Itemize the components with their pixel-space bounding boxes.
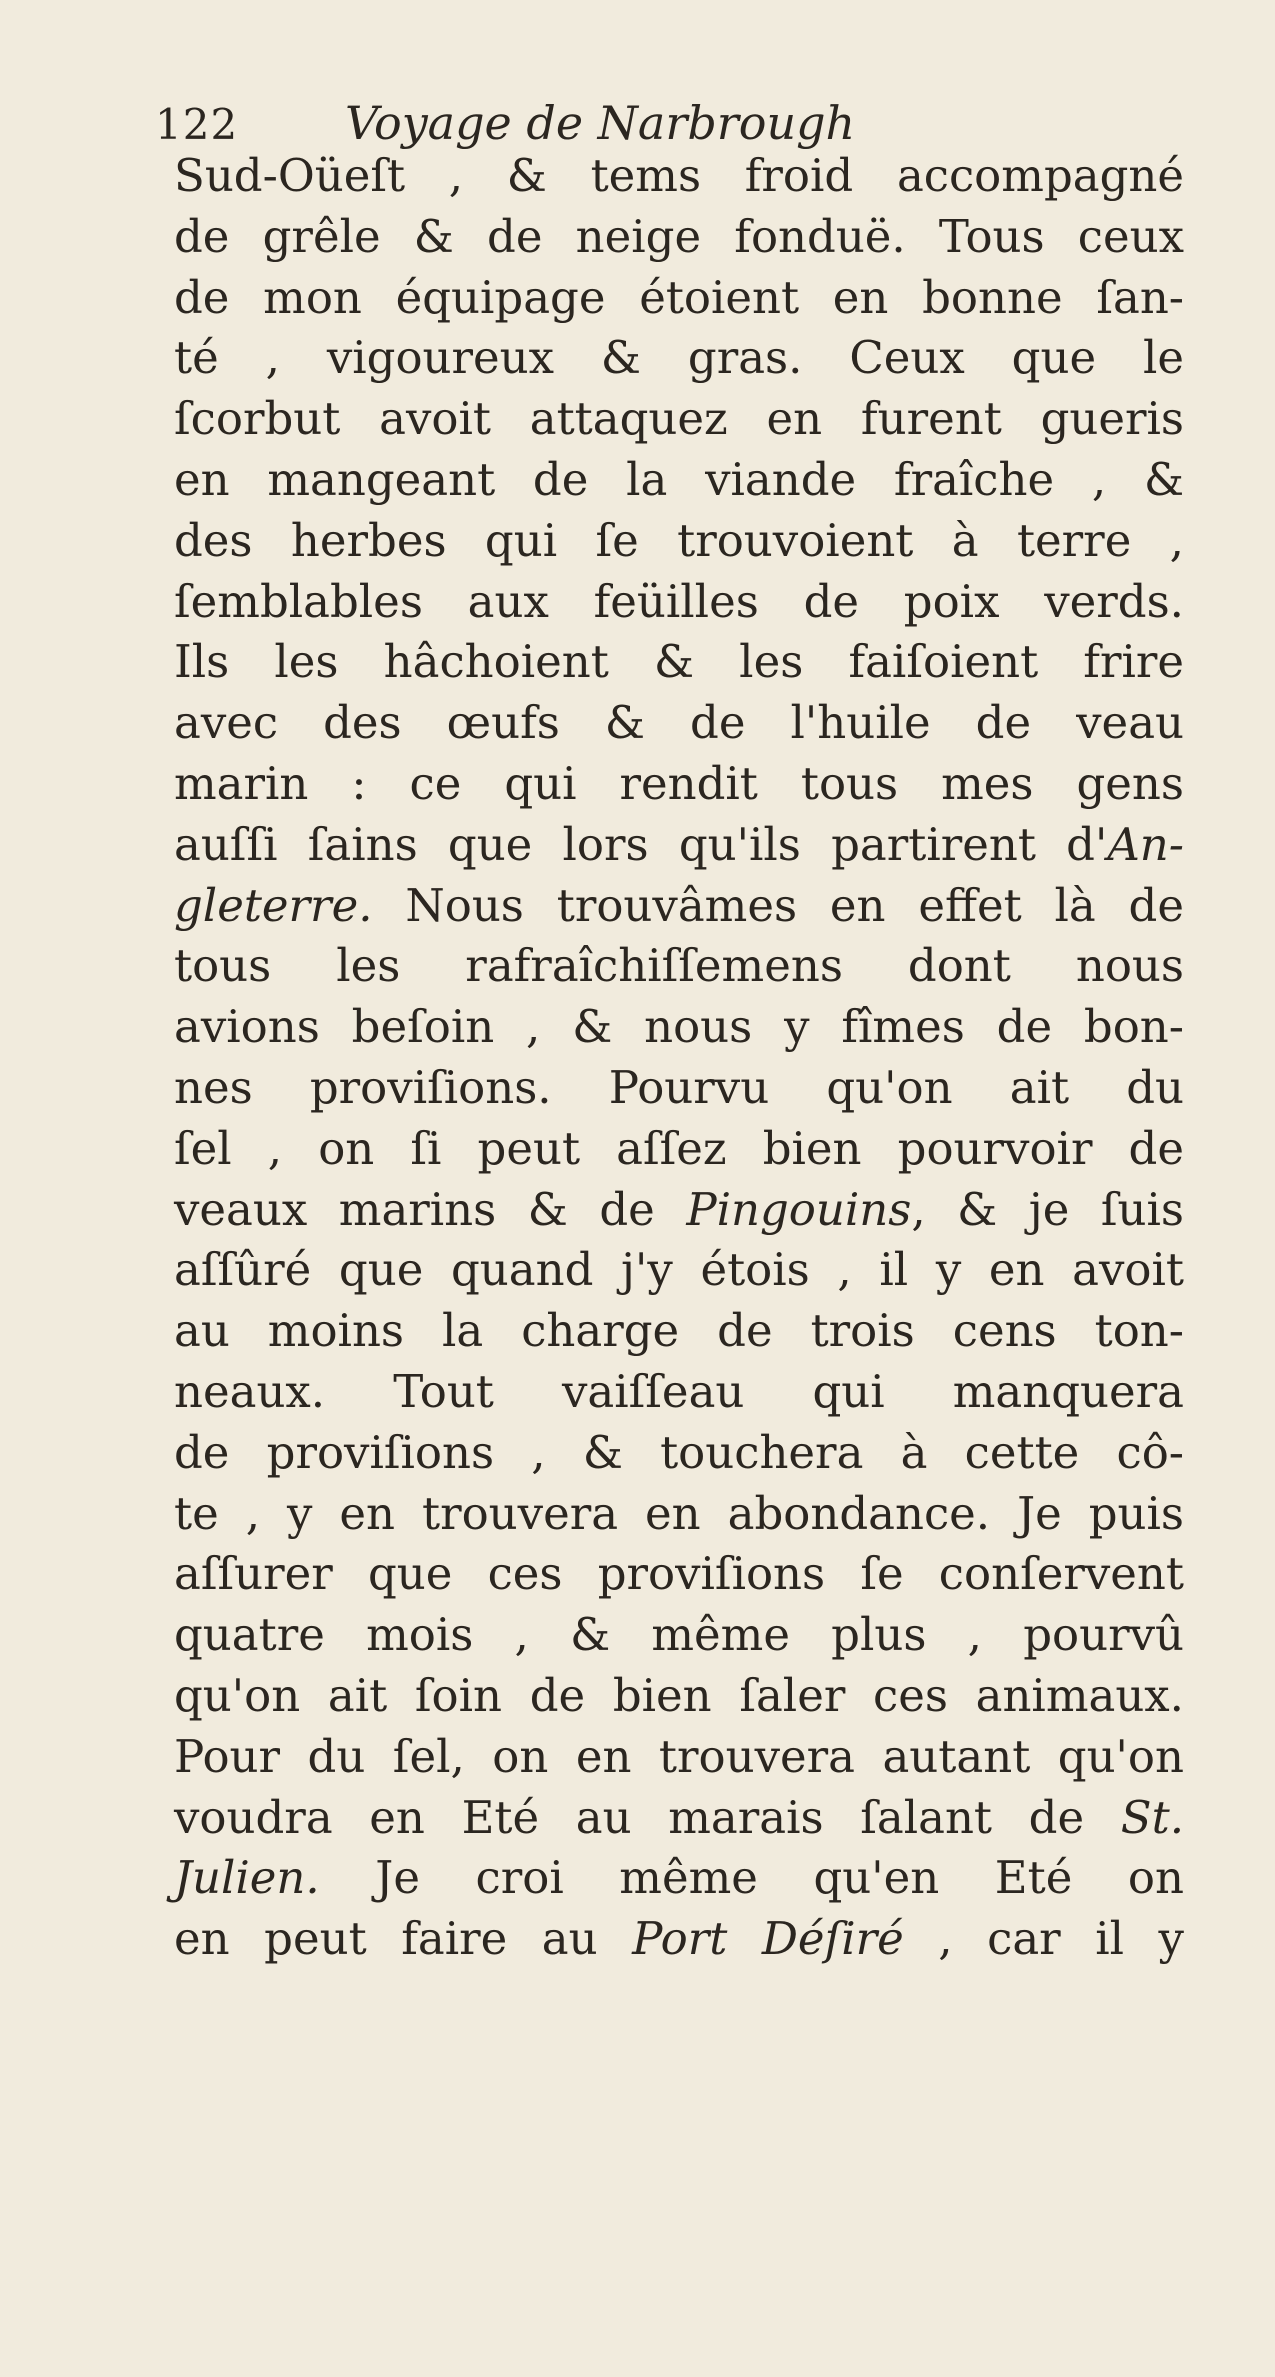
text-line: té , vigoureux & gras. Ceux que le [174,331,1184,385]
text-run: Nous trouvâmes en effet là de [372,878,1184,932]
text-run: en peut faire au [174,1912,633,1966]
text-line: en mangeant de la viande fraîche , & [174,452,1184,506]
text-line: avions beſoin , & nous y fîmes de bon- [174,1000,1184,1054]
italic-run: Port Déſiré [632,1912,904,1966]
text-run: , car il y [903,1912,1184,1966]
italic-run: Julien. [174,1851,320,1905]
text-line: avec des œufs & de l'huile de veau [174,696,1184,750]
text-line: qu'on ait ſoin de bien ſaler ces animaux. [174,1668,1184,1722]
italic-run: gleterre. [174,878,373,932]
text-line: des herbes qui ſe trouvoient à terre , [174,513,1184,567]
italic-run: Pingouins [686,1182,912,1236]
text-line: Sud-Oüeſt , & tems froid accompagné [174,149,1184,202]
text-line: de proviſions , & touchera à cette cô- [174,1425,1184,1479]
page-number: 122 [155,100,239,149]
text-line [174,1848,1184,1909]
text-line: tous les rafraîchiſſemens dont nous [174,939,1184,993]
italic-run: An- [1107,817,1184,871]
text-line: ſel , on ſi peut aſſez bien pourvoir de [174,1121,1184,1175]
text-line: marin : ce qui rendit tous mes gens [174,756,1184,810]
text-line: nes proviſions. Pourvu qu'on ait du [174,1060,1184,1114]
text-line: de mon équipage étoient en bonne ſan- [174,270,1184,324]
text-line [174,1909,1184,1970]
text-run: auſſi ſains que lors qu'ils partirent d' [174,817,1108,871]
text-line [174,815,1184,876]
text-line: de grêle & de neige fonduë. Tous ceux [174,209,1184,263]
text-run: voudra en Eté au marais ſalant de [174,1790,1121,1844]
text-line: aſſûré que quand j'y étois , il y en avoit [174,1243,1184,1297]
text-line [174,1180,1184,1241]
text-run: Je croi même qu'en Eté on [319,1851,1184,1905]
text-line: Pour du ſel, on en trouvera autant qu'on [174,1729,1184,1783]
text-line [174,876,1184,937]
text-line: neaux. Tout vaiſſeau qui manquera [174,1364,1184,1418]
text-line: Ils les hâchoient & les faiſoient frire [174,635,1184,689]
text-line: ſemblables aux feüilles de poix verds. [174,574,1184,628]
running-head [155,96,855,152]
italic-run: St. [1120,1790,1184,1844]
text-run: , & je ſuis [911,1182,1184,1236]
text-line: ſcorbut avoit attaquez en furent gueris [174,392,1184,446]
text-line [174,1788,1184,1849]
text-run: veaux marins & de [174,1182,687,1236]
running-title: Voyage de Narbrough [345,96,856,150]
text-line: aſſurer que ces proviſions ſe conſervent [174,1547,1184,1601]
text-line: quatre mois , & même plus , pourvû [174,1608,1184,1662]
text-line: te , y en trouvera en abondance. Je puis [174,1486,1184,1540]
body-text [174,146,1184,1970]
text-line: au moins la charge de trois cens ton- [174,1304,1184,1358]
